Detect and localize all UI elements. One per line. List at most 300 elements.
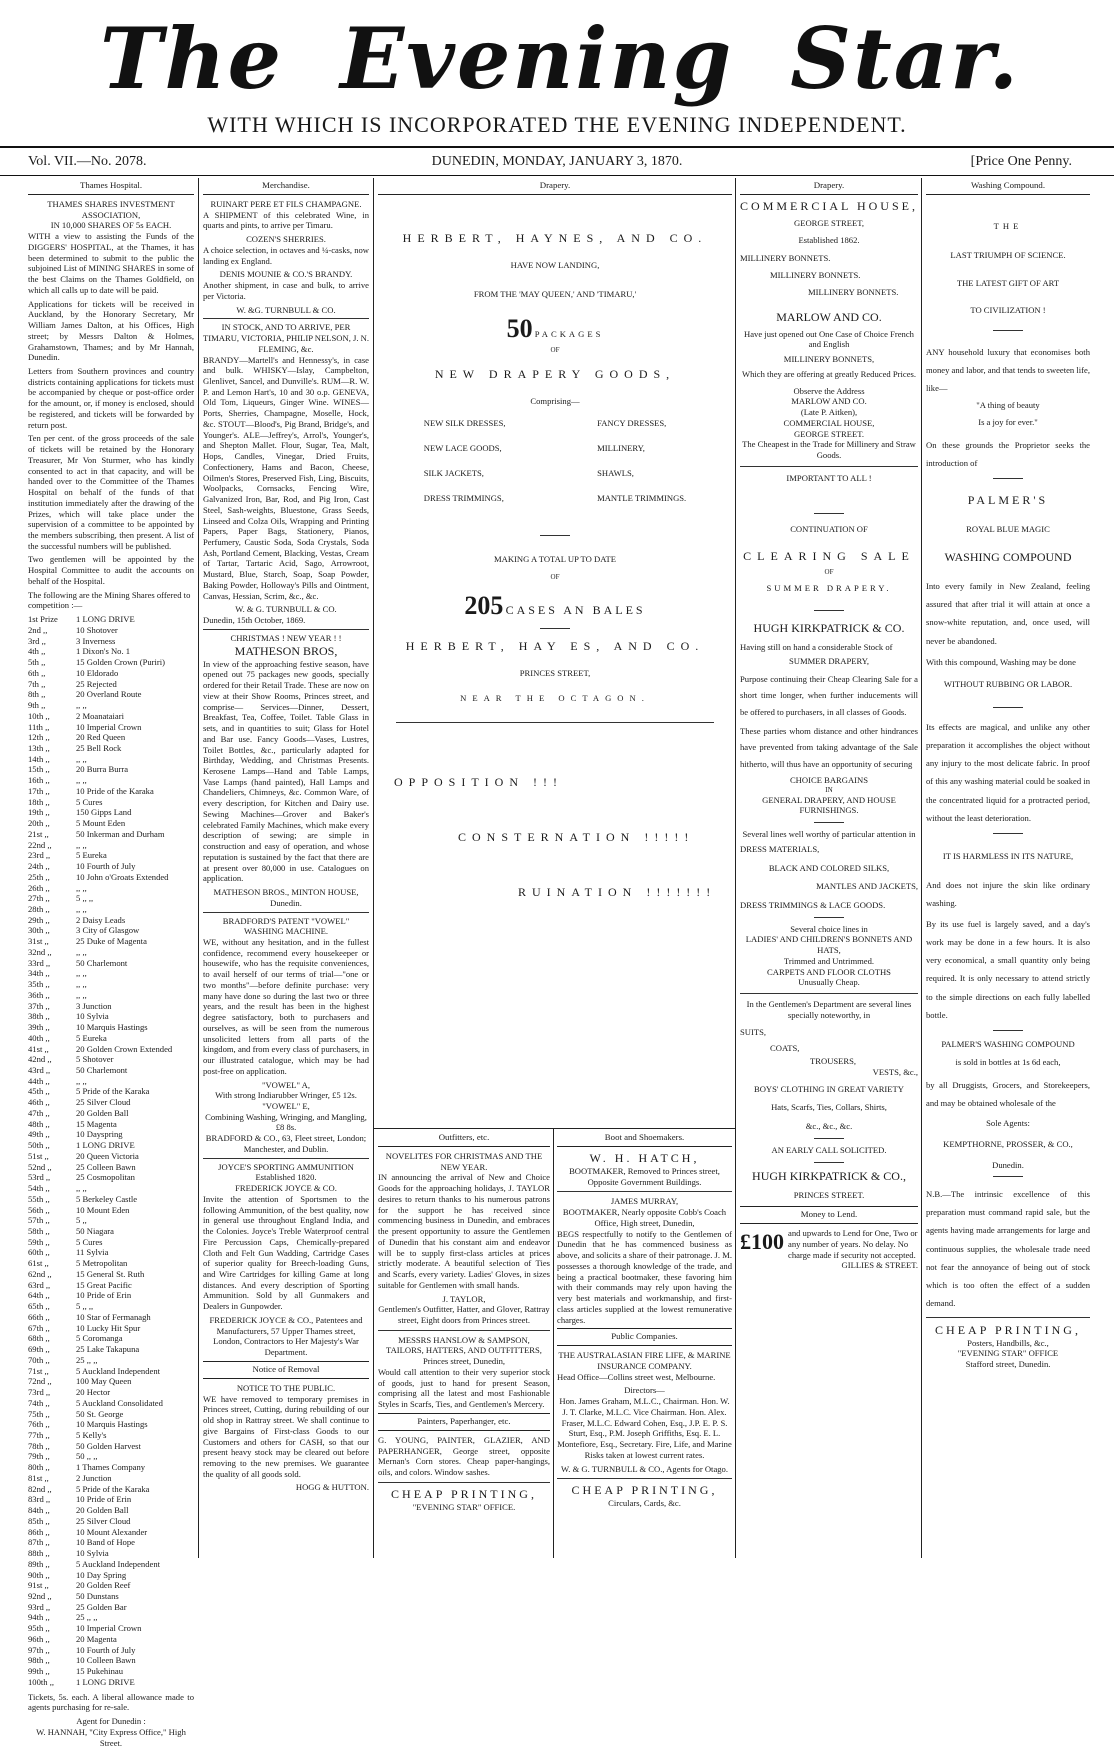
prize-row [28, 1054, 194, 1065]
divider [993, 1030, 1023, 1031]
ad-line: IN [825, 785, 833, 794]
prize-row [28, 1666, 194, 1677]
ad-title: IN STOCK, AND TO ARRIVE, PER TIMARU, VICTORIA, PHILIP NELSON, J. N. FLEMING, &c. [203, 322, 369, 354]
date-line: Dunedin, 15th October, 1869. [203, 615, 306, 626]
prize-row [28, 1494, 194, 1505]
divider [814, 610, 844, 611]
ad-line: CARPETS AND FLOOR CLOTHS [767, 966, 891, 977]
ad-line: Observe the Address [793, 385, 865, 396]
prize-number: 2nd ,, [28, 624, 48, 635]
prize-share: 100 May Queen [76, 1376, 132, 1387]
prize-share: 10 Band of Hope [76, 1537, 135, 1548]
paragraph: Ten per cent. of the gross proceeds of the sale of tickets will be retained by the Honorary Treasurer, Mr Von Sturmer, who has kindly consented to act in that capacity, and will be handed over to the Committee of the Thames Hospital on behalf of the funds of that institution immediately after the drawing of the Prizes, which will take place under the supervision of a committee to be appointed by the members subscribing, then present. A list of the successful numbers will be published. [28, 433, 194, 551]
paragraph: Several choice lines in [790, 923, 868, 934]
ad-line: THE LATEST GIFT OF ART [956, 278, 1060, 289]
prize-row [28, 1205, 194, 1216]
money-ad [740, 1228, 918, 1260]
prize-number: 18th ,, [28, 796, 50, 807]
divider [740, 466, 918, 467]
goods-item: DRESS TRIMMINGS, [423, 492, 504, 503]
prize-share: 1 Thames Company [76, 1462, 146, 1473]
prize-number: 63rd ,, [28, 1279, 51, 1290]
prize-row [28, 1333, 194, 1344]
prize-share: 2 Moanataiari [76, 710, 124, 721]
prize-number: 92nd ,, [28, 1590, 52, 1601]
prize-share: 5 ,, ,, [76, 893, 94, 904]
ad-title: COZEN'S SHERRIES. [246, 234, 326, 245]
prize-share: 25 Silver Cloud [76, 1097, 131, 1108]
ad-line: OF [550, 345, 560, 354]
prize-number: 19th ,, [28, 807, 50, 818]
ad-subtitle: IN 10,000 SHARES OF 5s EACH. [50, 220, 172, 231]
prize-number: 8th ,, [28, 689, 46, 700]
paragraph: Two gentlemen will be appointed by the Hospital Committee to audit the accounts on behalf of the Hospital. [28, 554, 194, 586]
prize-number: 58th ,, [28, 1226, 50, 1237]
ad-line: PRINCES STREET, [519, 668, 591, 679]
agent-name: W. HANNAH, "City Express Office," High Street. [36, 1726, 186, 1748]
masthead [100, 9, 1020, 108]
prize-share: 25 Bell Rock [76, 742, 122, 753]
prize-share: 50 ,, ,, [76, 1451, 98, 1462]
paragraph: On these grounds the Proprietor seeks the introduction of [926, 439, 1090, 468]
ad-line: NEAR THE OCTAGON. [460, 693, 650, 704]
ad-title: JAMES MURRAY, [610, 1196, 679, 1207]
prize-row [28, 1044, 194, 1055]
prize-row [28, 1183, 194, 1194]
prize-number: 52nd ,, [28, 1161, 52, 1172]
prize-share: 5 ,, ,, [76, 1301, 94, 1312]
prize-share: 25 Rejected [76, 678, 117, 689]
prize-share: 10 Fourth of July [76, 1644, 136, 1655]
prize-share: 3 Junction [76, 1000, 112, 1011]
prize-share: 10 John o'Groats Extended [76, 871, 169, 882]
prize-share: 10 Lucky Hit Spur [76, 1322, 141, 1333]
paragraph: BRANDY—Martell's and Hennessy's, in case and bulk. WHISKY—Islay, Campbelton, Glenlivet, Sancel, and Dunville's. RUM—R. W. P. and Lemon Hart's, 10 and 30 o.p. GENEVA, Old Tom, Liqueurs, Ginger Wine. WINES—Ports, Sherries, Champagne, Moselle, Hock, &c. STOUT—Blood's, Pig Brand, Bridge's, and Younger's. ALE—Jeffrey's, Arrol's, Younger's, and Shepton Mallet. Flour, Sugar, Tea, Malt, Hops, Candles, Vinegar, Dried Fruits, Confectionery, Hams and Bacon, Cheese, Oilmen's Stores, Preserved Fish, Ling, Biscuits, Woolpacks, Cornsacks, Fencing Wire, Galvanized Iron, Bar, Rod, and Pig Iron, Cast Steel, Sash-weights, Bluestone, Grass Seeds, Linseed and Colza Oils, Wrapping and Printing Papers, Paper Bags, Stationery, Pianos, Perfumery, Caustic Soda, Soda Crystals, Soda Ash, Portland Cement, Blacking, Vestas, Cream of Tartar, Tartaric Acid, Sago, Arrowroot, Mustard, Blue, Starch, Soap, Soap Powder, Baking Powder, Holloway's Pills and Ointment, Canvas, Hessian, Scrim, &c., &c. [203, 354, 369, 601]
paragraph: Have just opened out One Case of Choice French and English [744, 328, 914, 350]
column-washing-compound [926, 178, 1090, 1558]
prize-row [28, 872, 194, 883]
prize-row [28, 1462, 194, 1473]
prize-share: 15 Great Pacific [76, 1279, 132, 1290]
ad-title: DENIS MOUNIE & CO.'S BRANDY. [219, 269, 353, 280]
prize-number: 13th ,, [28, 742, 50, 753]
paragraph: With strong Indiarubber Wringer, £5 12s. [215, 1090, 357, 1101]
prize-share: 10 Dayspring [76, 1129, 123, 1140]
prize-row [28, 947, 194, 958]
prize-number: 53rd ,, [28, 1172, 51, 1183]
prize-row [28, 1537, 194, 1548]
prize-row [28, 700, 194, 711]
prize-row [28, 1237, 194, 1248]
masthead-word-the: The [100, 9, 284, 108]
masthead-word-evening: Evening [340, 9, 734, 108]
prize-share: 20 Magenta [76, 1633, 117, 1644]
prize-number: 28th ,, [28, 903, 50, 914]
prize-number: 15th ,, [28, 764, 50, 775]
quote-line: "A thing of beauty [976, 400, 1040, 411]
ad-title: MARLOW AND CO. [776, 309, 882, 324]
prize-share: 15 Pukehinau [76, 1666, 124, 1677]
prize-number: 5th ,, [28, 657, 46, 668]
prize-share: 5 Berkeley Castle [76, 1193, 138, 1204]
prize-row [28, 1258, 194, 1269]
prize-row [28, 1290, 194, 1301]
prize-number: 89th ,, [28, 1558, 50, 1569]
column-drapery-herbert [378, 178, 732, 899]
ad-line: MAKING A TOTAL UP TO DATE [494, 554, 616, 565]
prize-share: ,, ,, [76, 903, 87, 914]
prize-share: 25 ,, ,, [76, 1612, 98, 1623]
ad-title: CHRISTMAS ! NEW YEAR ! ! [230, 632, 342, 643]
ad-title: BRADFORD'S PATENT "VOWEL" WASHING MACHINE. [222, 915, 350, 937]
money-amount: £100 [740, 1229, 784, 1255]
prize-number: 77th ,, [28, 1429, 50, 1440]
goods-item: MILLINERY, [597, 443, 645, 454]
ad-line: Dunedin. [992, 1159, 1024, 1170]
prize-share: 10 Pride of Erin [76, 1494, 132, 1505]
prize-number: 17th ,, [28, 785, 50, 796]
prize-share: 50 Charlemont [76, 957, 128, 968]
prize-number: 29th ,, [28, 914, 50, 925]
ad-line: BLACK AND COLORED SILKS, [768, 862, 890, 873]
ad-line: Comprising— [530, 395, 580, 406]
ad-line: MARLOW AND CO. [791, 396, 867, 407]
ad-subtitle: BOOTMAKER, Removed to Princes street, Opposite Government Buildings. [569, 1165, 720, 1187]
prize-number: 1st Prize [28, 614, 58, 625]
goods-item: NEW SILK DRESSES, [423, 418, 506, 429]
prize-number: 88th ,, [28, 1548, 50, 1559]
ad-title: HUGH KIRKPATRICK & CO. [753, 620, 905, 635]
paragraph: IN announcing the arrival of New and Choice Goods for the approaching holidays, J. TAYLOR desires to return thanks to his numerous patrons for the support he has received since commencing business in Dunedin, and embraces the present opportunity to assure the Gentlemen of Dunedin that his constant aim and endeavor will be to supply first-class articles at prices strictly moderate. A beautiful selection of Ties and Scarfs, every variety. Ladies' Gloves, in sizes suitable for Gentlemen with small hands. [378, 1172, 550, 1290]
ad-line: SUMMER DRAPERY, [788, 656, 870, 667]
place-date: DUNEDIN, MONDAY, JANUARY 3, 1870. [431, 154, 683, 169]
prize-row [28, 1677, 194, 1688]
masthead-word-star: Star. [790, 9, 1020, 108]
prize-share: 50 Inkerman and Durham [76, 828, 165, 839]
section-heading: Thames Hospital. [28, 178, 194, 195]
prize-row [28, 1409, 194, 1420]
prize-share: 5 Metropolitan [76, 1258, 128, 1269]
prize-share: 11 Sylvia [76, 1247, 109, 1258]
section-heading: Drapery. [740, 178, 918, 195]
divider [993, 707, 1023, 708]
prize-row [28, 1247, 194, 1258]
prize-share: 20 Golden Reef [76, 1580, 131, 1591]
ad-line: KEMPTHORNE, PROSSER, & CO., [943, 1138, 1073, 1149]
prize-share: 3 City of Glasgow [76, 925, 140, 936]
quote-line: Is a joy for ever." [978, 416, 1038, 427]
ad-subtitle: BOOTMAKER, Nearly opposite Cobb's Coach Office, High street, Dunedin, [562, 1207, 727, 1228]
prize-row [28, 1119, 194, 1130]
ad-title: THE AUSTRALASIAN FIRE LIFE, & MARINE INSURANCE COMPANY. [558, 1350, 731, 1371]
section-heading: Boot and Shoemakers. [557, 1130, 732, 1147]
ad-line: HAVE NOW LANDING, [510, 259, 600, 270]
ad-subtitle: Circulars, Cards, &c. [608, 1498, 681, 1509]
prize-number: 100th ,, [28, 1676, 55, 1687]
paragraph: Several lines well worthy of particular attention in [742, 829, 916, 840]
ad-line: OPPOSITION !!! [394, 774, 563, 789]
prize-row [28, 657, 194, 668]
paragraph: BEGS respectfully to notify to the Gentlemen of Dunedin that he has commenced business as above, and solicits a share of their patronage. J. M. possesses a thorough knowledge of the trade, and being a practical bootmaker, these favoring him with their commands may rely upon having the very best materials and workmanship, and first-class articles supplied at the lowest remunerative charges. [557, 1228, 732, 1325]
paragraph: A SHIPMENT of this celebrated Wine, in quarts and pints, to arrive per Timaru. [203, 209, 369, 231]
prize-row [28, 1580, 194, 1591]
ad-subtitle: FREDERICK JOYCE & CO. [235, 1183, 337, 1194]
prize-share: 50 Golden Harvest [76, 1440, 141, 1451]
prize-row [28, 1001, 194, 1012]
ad-subtitle: "EVENING STAR" OFFICE. [412, 1501, 516, 1512]
ad-title: CHEAP PRINTING, [935, 1322, 1081, 1337]
paragraph: Combining Washing, Wringing, and Mangling, £8 8s. [205, 1111, 367, 1133]
prize-share: 1 LONG DRIVE [76, 1676, 135, 1687]
section-heading: Painters, Paperhanger, etc. [378, 1413, 550, 1431]
prize-row [28, 797, 194, 808]
paragraph: By its use fuel is largely saved, and a day's work may be done in a few hours. It is also very economical, a small quantity only being required. It is only necessary to attend strictly to the simple directions on each fully labelled bottle. [926, 919, 1090, 1020]
prize-row [28, 679, 194, 690]
paragraph: In the Gentlemen's Department are several lines specially noteworthy, in [746, 999, 912, 1020]
prize-share: 5 Pride of the Karaka [76, 1483, 150, 1494]
ad-line: is sold in bottles at 1s 6d each, [955, 1057, 1061, 1068]
price: [Price One Penny. [970, 154, 1072, 169]
prize-number: 84th ,, [28, 1505, 50, 1516]
divider [203, 629, 369, 630]
prize-share: 50 Dunstans [76, 1590, 119, 1601]
prize-share: 15 Magenta [76, 1118, 117, 1129]
prize-row [28, 1140, 194, 1151]
section-heading: Outfitters, etc. [378, 1130, 550, 1147]
paragraph: Purpose continuing their Cheap Clearing Sale for a short time longer, when further inducements will be offered to purchasers, in all classes of Goods. [740, 674, 918, 717]
goods-list-right [597, 418, 686, 517]
ad-line: LAST TRIUMPH OF SCIENCE. [950, 249, 1066, 260]
ad-line: Stafford street, Dunedin. [965, 1359, 1051, 1370]
prize-number: 30th ,, [28, 925, 50, 936]
column-divider [921, 178, 922, 1558]
prize-number: 94th ,, [28, 1612, 50, 1623]
ad-title: WASHING COMPOUND [944, 550, 1072, 565]
prize-number: 59th ,, [28, 1236, 50, 1247]
prize-share: 1 LONG DRIVE [76, 1140, 135, 1151]
prize-share: 25 Silver Cloud [76, 1515, 131, 1526]
ad-line: MILLINERY BONNETS, [783, 354, 875, 365]
ad-line: SUITS, [740, 1026, 767, 1037]
ad-title: MATHESON BROS, [234, 643, 338, 658]
prize-row [28, 1269, 194, 1280]
prize-row [28, 818, 194, 829]
prize-number: 97th ,, [28, 1644, 50, 1655]
prize-share: ,, ,, [76, 968, 87, 979]
prize-share: 10 Imperial Crown [76, 721, 142, 732]
prize-number: 24th ,, [28, 861, 50, 872]
prize-row [28, 1634, 194, 1645]
paragraph: Invite the attention of Sportsmen to the following Ammunition, of the best quality, now in general use throughout England India, and the Colonies. Joyce's Treble Waterproof central Fire Percussion Caps, Chemically-prepared Cloth and Felt Gun Wadding, Cartridge Cases of superior quality for Breech-loading Guns, and Wire Cartridges for killing Game at long distances. And every description of Sporting Ammunition. Sold by all Gunmakers and Dealers in Gunpowder. [203, 1193, 369, 1312]
prize-share: ,, ,, [76, 775, 87, 786]
ad-line: DRESS TRIMMINGS & LACE GOODS. [740, 900, 886, 911]
prize-row [28, 915, 194, 926]
paragraph: These parties whom distance and other hindrances have prevented from taking advantage of the Sale hitherto, will thus have an opportunity of securing [740, 726, 918, 769]
paragraph: WE, without any hesitation, and in the fullest confidence, recommend every housekeeper or housewife, who has the requisite conveniences, to avail herself of our terms of trial—"one or two months"—before definite purchase: very many have done so during the last two or three years, and the result has been in the highest degree satisfactory, both to purchasers and ourselves, as will be seen from the numerous unsolicited letters from all parts of the kingdom, and from every class of purchasers, in our illustrated catalogue, which may be had post-free on application. [203, 936, 369, 1076]
divider [378, 1482, 550, 1483]
prize-number: 25th ,, [28, 871, 50, 882]
prize-share: 10 Eldorado [76, 667, 119, 678]
prize-share: 5 Eureka [76, 850, 107, 861]
ad-line: Unusually Cheap. [798, 977, 860, 988]
prize-number: 43rd ,, [28, 1065, 51, 1075]
prize-share: ,, ,, [76, 753, 87, 764]
prize-number: 11th ,, [28, 721, 50, 732]
masthead-subtitle: WITH WHICH IS INCORPORATED THE EVENING INDEPENDENT. [207, 112, 907, 137]
ad-line: WITHOUT RUBBING OR LABOR. [943, 678, 1073, 689]
goods-item: SHAWLS, [597, 467, 634, 478]
ad-line: Sole Agents: [986, 1118, 1030, 1129]
prize-row [28, 1376, 194, 1387]
paragraph: With this compound, Washing may be done [926, 656, 1076, 667]
prize-row [28, 1097, 194, 1108]
prize-share: ,, ,, [76, 700, 87, 711]
signature: W. & G. TURNBULL & CO., Agents for Otago. [560, 1463, 728, 1474]
prize-row [28, 1011, 194, 1022]
divider [740, 993, 918, 994]
prize-number: 54th ,, [28, 1183, 50, 1194]
ad-line: GEORGE STREET. [793, 428, 865, 439]
prize-row [28, 1162, 194, 1173]
prize-number: 46th ,, [28, 1097, 50, 1108]
prize-row [28, 1591, 194, 1602]
prize-number: 67th ,, [28, 1322, 50, 1333]
prize-row [28, 807, 194, 818]
prize-number: 80th ,, [28, 1462, 50, 1473]
prize-number: 56th ,, [28, 1204, 50, 1215]
ad-title: COMMERCIAL HOUSE, [740, 198, 918, 213]
ad-line: FROM THE 'MAY QUEEN,' AND 'TIMARU,' [473, 288, 637, 299]
prize-number: 93rd ,, [28, 1601, 51, 1612]
prize-share: 25 Duke of Magenta [76, 936, 147, 947]
prize-row [28, 1151, 194, 1162]
paragraph: Hon. James Graham, M.L.C., Chairman. Hon. W. J. T. Clarke, M.L.C. Vice Chairman. Hon. Alex. Fraser, M.L.C. Edward Cohen, Esq., J.P. E. P. S. Sturt, Esq., P.M. Joseph Griffiths, Esq. E. L. Montefiore, Esq., Secretary. Fire, Life, and Marine Risks taken at lowest current rates. [557, 1396, 732, 1460]
prize-row [28, 1623, 194, 1634]
boots-section [557, 1130, 732, 1558]
paragraph: The following are the Mining Shares offered to competition :— [28, 589, 191, 611]
prize-number: 7th ,, [28, 678, 46, 689]
ad-line: BOYS' CLOTHING IN GREAT VARIETY [753, 1083, 905, 1094]
goods-item: NEW LACE GOODS, [423, 443, 502, 454]
goods-item: SILK JACKETS, [423, 467, 484, 478]
prize-share: 25 ,, ,, [76, 1354, 98, 1365]
prize-list [28, 614, 194, 1687]
prize-share: 5 Pride of the Karaka [76, 1086, 150, 1097]
prize-number: 65th ,, [28, 1301, 50, 1312]
prize-number: 81st ,, [28, 1472, 49, 1483]
tickets-note: Tickets, 5s. each. A liberal allowance made to agents purchasing for re-sale. [28, 1691, 194, 1713]
paragraph: by all Druggists, Grocers, and Storekeepers, and may be obtained wholesale of the [926, 1080, 1090, 1109]
prize-row [28, 636, 194, 647]
goods-item: MANTLE TRIMMINGS. [597, 492, 687, 503]
prize-share: 5 Shotover [76, 1054, 114, 1065]
prize-row [28, 1516, 194, 1527]
prize-share: 25 Golden Bar [76, 1601, 127, 1612]
prize-number: 26th ,, [28, 882, 50, 893]
prize-number: 40th ,, [28, 1032, 50, 1043]
ad-title: JOYCE'S SPORTING AMMUNITION [218, 1161, 354, 1172]
prize-row [28, 958, 194, 969]
divider [814, 917, 844, 918]
bale-count: 205 [464, 590, 504, 620]
prize-number: 41st ,, [28, 1043, 49, 1054]
agent-heading: Agent for Dunedin : [76, 1716, 146, 1727]
ad-line: GENERAL DRAPERY, AND HOUSE FURNISHINGS. [762, 794, 896, 816]
prize-share: 5 ,, [76, 1215, 87, 1226]
millinery-line: MILLINERY BONNETS. [740, 253, 831, 264]
divider [203, 318, 369, 319]
prize-number: 87th ,, [28, 1537, 50, 1548]
divider [814, 822, 844, 823]
prize-row [28, 861, 194, 872]
column-divider [198, 178, 199, 1558]
ad-line: MANTLES AND JACKETS, [816, 881, 918, 892]
prize-number: 37th ,, [28, 1000, 50, 1011]
divider [926, 1317, 1090, 1318]
ad-subtitle: Established 1820. [255, 1172, 317, 1183]
prize-row [28, 990, 194, 1001]
ad-line: IT IS HARMLESS IN ITS NATURE, [942, 850, 1074, 861]
prize-share: 15 Golden Crown (Puriri) [76, 657, 166, 668]
prize-share: 10 Marquis Hastings [76, 1022, 148, 1033]
prize-row [28, 754, 194, 765]
divider [378, 1330, 550, 1331]
prize-row [28, 646, 194, 657]
prize-share: 150 Gipps Land [76, 807, 132, 818]
prize-row [28, 904, 194, 915]
prize-share: 10 Fourth of July [76, 861, 136, 872]
prize-row [28, 1612, 194, 1623]
prize-number: 39th ,, [28, 1022, 50, 1033]
ad-line: (Late P. Aitken), [800, 407, 858, 418]
prize-number: 71st ,, [28, 1365, 49, 1376]
prize-share: 5 Coromanga [76, 1333, 123, 1344]
column-divider [735, 178, 736, 1558]
divider [373, 1128, 735, 1129]
divider [557, 1478, 732, 1479]
section-heading: Notice of Removal [203, 1361, 369, 1379]
ad-line: OF [824, 568, 834, 577]
prize-share: 5 Auckland Independent [76, 1558, 161, 1569]
signature: W. &G. TURNBULL & CO. [236, 304, 336, 315]
paragraph: N.B.—The intrinsic excellence of this preparation must command rapid sale, but the agents having made arrangements for large and continuous supplies, the wholesale trade need not fear the annoyance of being out of stock which is too often the effect of a sudden demand. [926, 1189, 1090, 1308]
ad-line: TO CIVILIZATION ! [970, 305, 1046, 316]
prize-number: 91st ,, [28, 1580, 49, 1591]
firm-name: HERBERT, HAY ES, AND CO. [405, 639, 705, 654]
prize-number: 9th ,, [28, 700, 46, 711]
ad-line: CONTINUATION OF [790, 524, 868, 535]
goods-list [378, 418, 732, 517]
prize-share: 1 LONG DRIVE [76, 614, 135, 625]
prize-row [28, 1484, 194, 1495]
millinery-line: MILLINERY BONNETS. [770, 270, 861, 281]
prize-row [28, 1226, 194, 1237]
prize-number: 76th ,, [28, 1419, 50, 1430]
prize-number: 51st ,, [28, 1150, 49, 1161]
prize-share: ,, ,, [76, 1075, 87, 1086]
ad-line: PALMER'S WASHING COMPOUND [941, 1038, 1075, 1049]
prize-number: 45th ,, [28, 1086, 50, 1097]
prize-row [28, 979, 194, 990]
prize-number: 33rd ,, [28, 957, 51, 968]
column-divider [553, 1128, 554, 1558]
paragraph: Into every family in New Zealand, feeling assured that after trial it will attain at once a snow-white reputation, and, once used, will never be abandoned. [926, 581, 1090, 646]
prize-number: 85th ,, [28, 1515, 50, 1526]
ad-line: COMMERCIAL HOUSE, [783, 417, 875, 428]
prize-share: 1 Dixon's No. 1 [76, 646, 131, 657]
prize-row [28, 775, 194, 786]
prize-number: 42nd ,, [28, 1054, 52, 1065]
